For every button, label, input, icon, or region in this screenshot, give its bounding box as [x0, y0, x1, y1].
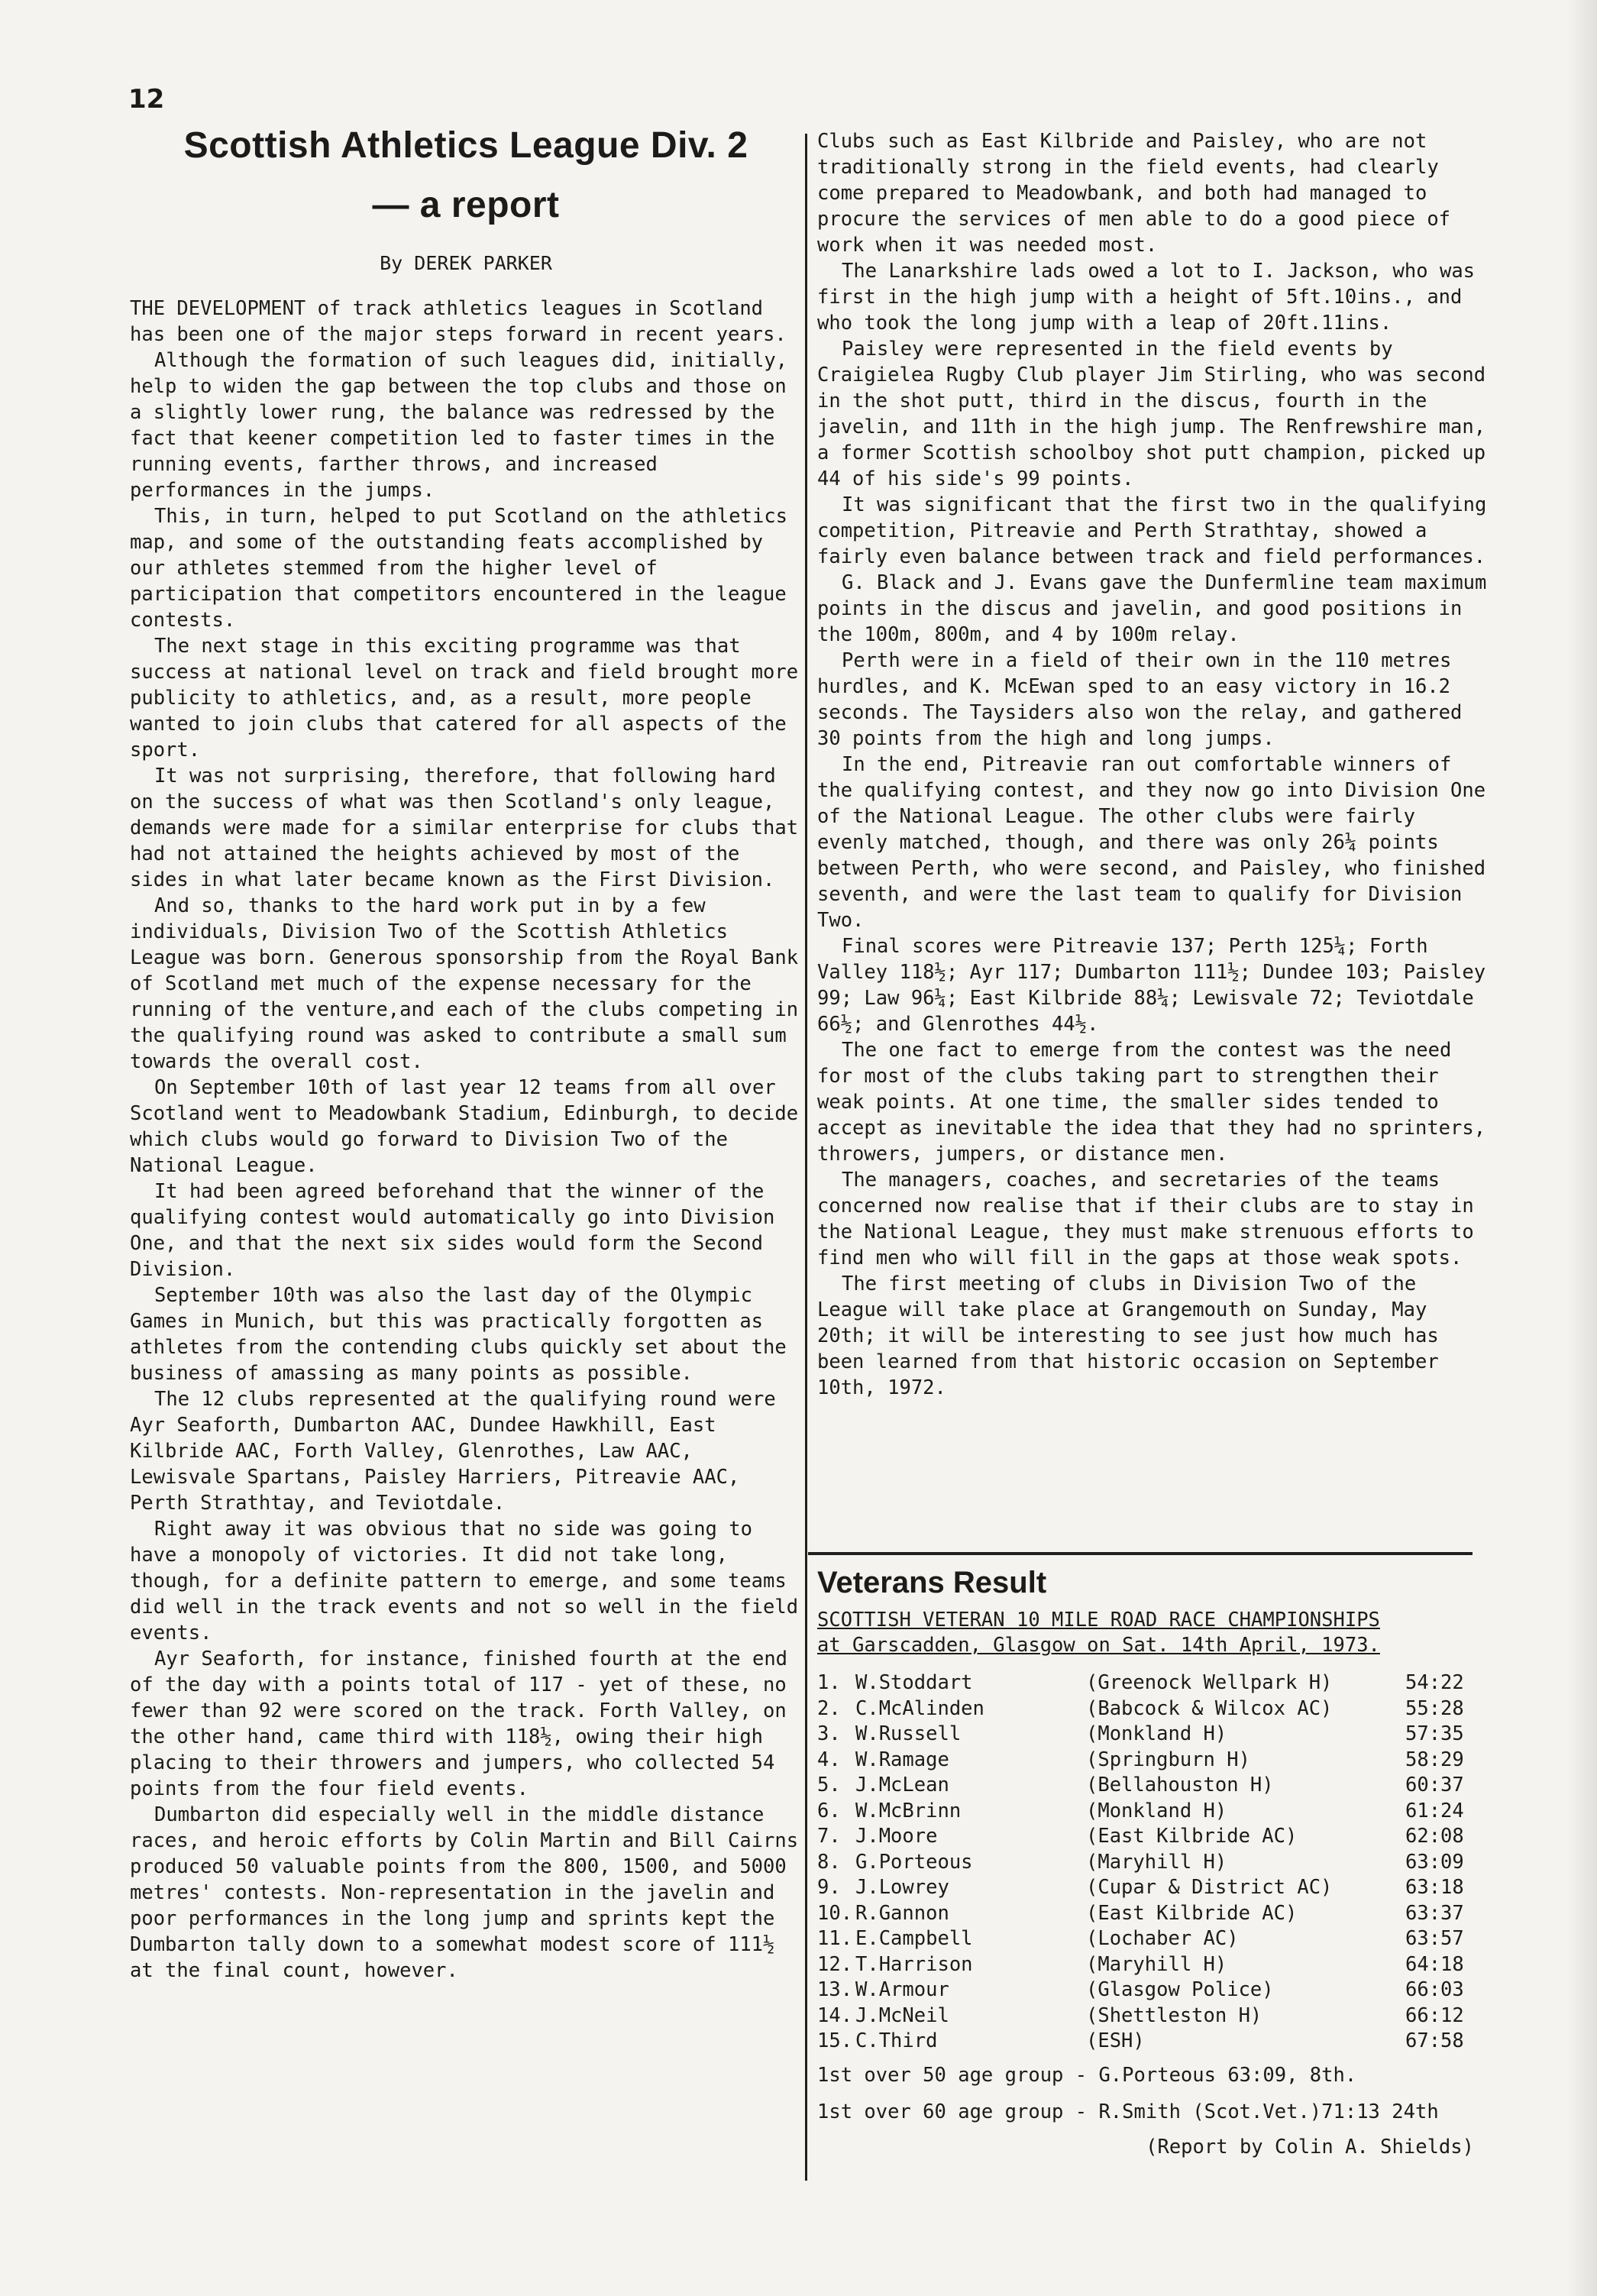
result-name: J.McLean [855, 1774, 949, 1796]
result-row [817, 2003, 1505, 2029]
result-time: 63:57 [1405, 1927, 1464, 1950]
result-position: 2. [817, 1696, 841, 1720]
column-divider [805, 134, 807, 2181]
result-position: 4. [817, 1748, 841, 1771]
result-club: (Shettleston H) [1086, 2003, 1262, 2027]
article-paragraph: THE DEVELOPMENT of track athletics leagues in Scotland has been one of the major steps forward in recent years. [130, 297, 787, 346]
headline-line-2: — a report [372, 185, 560, 225]
article-paragraph: It was not surprising, therefore, that following hard on the success of what was then Scotland's only league, demands were made for a similar enterprise for clubs that had not attained the heights achieved by most of the sides in what later became known as the First Division. [130, 765, 799, 891]
result-position: 15. [817, 2029, 853, 2052]
result-name: W.Ramage [855, 1748, 949, 1771]
result-position: 5. [817, 1774, 841, 1796]
article-paragraph: September 10th was also the last day of the Olympic Games in Munich, but this was practically forgotten as athletes from the contending clubs quickly set about the business of amassing as many points as possible. [130, 1284, 787, 1385]
article-paragraph: On September 10th of last year 12 teams from all over Scotland went to Meadowbank Stadium, Edinburgh, to decide which clubs would go forward to Division Two of the National League. [130, 1076, 799, 1177]
article-paragraph: The 12 clubs represented at the qualifying round were Ayr Seaforth, Dumbarton AAC, Dundee Hawkhill, East Kilbride AAC, Forth Valley, Glenrothes, Law AAC, Lewisvale Spartans, Paisley Harriers, Pitreavie AAC, Perth Strathtay, and Teviotdale. [130, 1388, 776, 1515]
article-paragraph: The managers, coaches, and secretaries of the teams concerned now realise that if their clubs are to stay in the National League, they must make strenuous efforts to find men who will fill in the gaps at those weak spots. [817, 1169, 1474, 1269]
result-time: 61:24 [1405, 1799, 1464, 1822]
result-position: 8. [817, 1850, 841, 1874]
veterans-subheading-2: at Garscadden, Glasgow on Sat. 14th April, 1973. [817, 1634, 1380, 1657]
result-row [817, 1748, 1505, 1774]
result-row [817, 1696, 1505, 1722]
result-club: (ESH) [1086, 2029, 1145, 2052]
article-paragraph: And so, thanks to the hard work put in by a few individuals, Division Two of the Scottish Athletics League was born. Generous sponsorship from the Royal Bank of Scotland met much of the expense necessary for the running of the venture,and each of the clubs competing in the qualifying round was asked to contribute a small sum towards the overall cost. [130, 894, 799, 1073]
result-club: (Greenock Wellpark H) [1086, 1671, 1333, 1694]
result-row [817, 1850, 1505, 1876]
headline-line-1: Scottish Athletics League Div. 2 [183, 125, 748, 166]
result-time: 63:18 [1405, 1876, 1464, 1899]
result-position: 7. [817, 1825, 841, 1848]
result-name: J.Lowrey [855, 1876, 949, 1899]
result-position: 10. [817, 1901, 853, 1925]
result-row [817, 1670, 1505, 1696]
veterans-heading: Veterans Result [817, 1566, 1047, 1599]
page-number: 12 [128, 84, 165, 115]
article-paragraph: Paisley were represented in the field events by Craigielea Rugby Club player Jim Stirling, who was second in the shot putt, third in the discus, fourth in the javelin, and 11th in the high jump. The Renfrewshire man, a former Scottish schoolboy shot putt champion, picked up 44 of his side's 99 points. [817, 338, 1486, 490]
result-time: 64:18 [1405, 1952, 1464, 1976]
article-paragraph: The next stage in this exciting programme was that success at national level on track and field brought more publicity to athletics, and, as a result, more people wanted to join clubs that catered for all aspects of the sport. [130, 635, 799, 762]
result-club: (Glasgow Police) [1086, 1978, 1274, 2001]
result-position: 9. [817, 1876, 841, 1899]
article-paragraph: The first meeting of clubs in Division Two of the League will take place at Grangemouth on Sunday, May 20th; it will be interesting to see just how much has been learned from that historic occasion on September 10th, 1972. [817, 1273, 1439, 1399]
result-name: G.Porteous [855, 1850, 973, 1874]
result-row [817, 1901, 1505, 1927]
result-row [817, 1952, 1505, 1978]
article-paragraph: G. Black and J. Evans gave the Dunfermline team maximum points in the discus and javelin, and good positions in the 100m, 800m, and 4 by 100m relay. [817, 571, 1487, 646]
veterans-result-section [817, 1566, 1505, 2159]
result-row [817, 1773, 1505, 1799]
result-club: (Cupar & District AC) [1086, 1876, 1333, 1899]
result-row [817, 1799, 1505, 1825]
article-paragraph: Perth were in a field of their own in the 110 metres hurdles, and K. McEwan sped to an easy victory in 16.2 seconds. The Taysiders also won the relay, and gathered 30 points from the high and long jumps. [817, 649, 1463, 750]
article-paragraph: It was significant that the first two in the qualifying competition, Pitreavie and Perth Strathtay, showed a fairly even balance between track and field performances. [817, 493, 1487, 568]
article-paragraph: In the end, Pitreavie ran out comfortable winners of the qualifying contest, and they now go into Division One of the National League. The other clubs were fairly evenly matched, though, and there was only 26¼ points between Perth, who were second, and Paisley, who finished seventh, and were the last team to qualify for Division Two. [817, 753, 1486, 932]
result-name: W.Armour [855, 1978, 949, 2001]
over-60-result: 1st over 60 age group - R.Smith (Scot.Vet.)71:13 24th [817, 2100, 1439, 2123]
article-paragraph: Although the formation of such leagues did, initially, help to widen the gap between the top clubs and those on a slightly lower rung, the balance was redressed by the fact that keener competition led to faster times in the running events, farther throws, and increased performances in the jumps. [130, 349, 788, 502]
section-divider [808, 1552, 1473, 1555]
result-time: 63:37 [1405, 1901, 1464, 1925]
result-name: J.Moore [855, 1825, 938, 1848]
article-body-right [817, 128, 1497, 1401]
article-paragraph: Final scores were Pitreavie 137; Perth 125¼; Forth Valley 118½; Ayr 117; Dumbarton 111½; Dundee 103; Paisley 99; Law 96¼; East Kilbride 88¼; Lewisvale 72; Teviotdale 66½; and Glenrothes 44½. [817, 935, 1486, 1036]
article-paragraph: Dumbarton did especially well in the middle distance races, and heroic efforts by Colin Martin and Bill Cairns produced 50 valuable points from the 800, 1500, and 5000 metres' contests. Non-representation in the javelin and poor performances in the long jump and sprints kept the Dumbarton tally down to a somewhat modest score of 111½ at the final count, however. [130, 1803, 799, 1982]
result-name: R.Gannon [855, 1901, 949, 1925]
result-row [817, 1977, 1505, 2003]
article-paragraph: Ayr Seaforth, for instance, finished fourth at the end of the day with a points total of 117 - yet of these, no fewer than 92 were scored on the track. Forth Valley, on the other hand, came third with 118½, owing their high placing to their throwers and jumpers, who collected 54 points from the four field events. [130, 1648, 788, 1800]
result-row [817, 1875, 1505, 1901]
result-name: W.McBrinn [855, 1799, 962, 1822]
result-row [817, 2029, 1505, 2055]
article-paragraph: The one fact to emerge from the contest was the need for most of the clubs taking part to strengthen their weak points. At one time, the smaller sides tended to accept as inevitable the idea that they had no sprinters, throwers, jumpers, or distance men. [817, 1039, 1486, 1166]
result-row [817, 1926, 1505, 1952]
article-paragraph: It had been agreed beforehand that the winner of the qualifying contest would automatically go into Division One, and that the next six sides would form the Second Division. [130, 1180, 775, 1281]
report-credit: (Report by Colin A. Shields) [1146, 2135, 1474, 2159]
result-club: (Monkland H) [1086, 1799, 1227, 1822]
article-paragraph: Right away it was obvious that no side was going to have a monopoly of victories. It did not take long, though, for a definite pattern to emerge, and some teams did well in the track events and not so well in the field events. [130, 1518, 799, 1644]
result-time: 58:29 [1405, 1748, 1464, 1771]
result-club: (Maryhill H) [1086, 1952, 1227, 1976]
result-time: 66:03 [1405, 1978, 1464, 2001]
result-time: 55:28 [1405, 1696, 1464, 1720]
result-row [817, 1824, 1505, 1850]
result-position: 11. [817, 1927, 853, 1950]
result-position: 1. [817, 1671, 841, 1694]
result-name: J.McNeil [855, 2003, 949, 2027]
result-club: (Babcock & Wilcox AC) [1086, 1696, 1333, 1720]
article-headline [130, 116, 802, 235]
result-club: (East Kilbride AC) [1086, 1901, 1298, 1925]
result-time: 57:35 [1405, 1722, 1464, 1745]
result-time: 63:09 [1405, 1850, 1464, 1874]
article-body-left [130, 296, 802, 1984]
result-position: 14. [817, 2003, 853, 2027]
result-time: 62:08 [1405, 1825, 1464, 1848]
result-row [817, 1722, 1505, 1748]
article-byline: By DEREK PARKER [380, 252, 552, 274]
result-name: T.Harrison [855, 1952, 973, 1976]
article-paragraph: Clubs such as East Kilbride and Paisley, who are not traditionally strong in the field events, had clearly come prepared to Meadowbank, and both had managed to procure the services of men able to do a good piece of work when it was needed most. [817, 130, 1451, 257]
result-name: E.Campbell [855, 1927, 973, 1950]
result-club: (Lochaber AC) [1086, 1927, 1239, 1950]
result-position: 3. [817, 1722, 841, 1745]
result-time: 66:12 [1405, 2003, 1464, 2027]
result-club: (Bellahouston H) [1086, 1774, 1274, 1796]
result-club: (Monkland H) [1086, 1722, 1227, 1745]
result-position: 12. [817, 1952, 853, 1976]
result-position: 6. [817, 1799, 841, 1822]
result-time: 60:37 [1405, 1774, 1464, 1796]
article-left-column [130, 116, 802, 1984]
article-right-column [817, 128, 1497, 1401]
over-50-result: 1st over 50 age group - G.Porteous 63:09, 8th. [817, 2063, 1357, 2087]
result-position: 13. [817, 1978, 853, 2001]
page-edge-shadow [1566, 0, 1597, 2296]
result-name: W.Russell [855, 1722, 962, 1745]
result-time: 54:22 [1405, 1671, 1464, 1694]
result-name: C.McAlinden [855, 1696, 984, 1720]
result-name: W.Stoddart [855, 1671, 973, 1694]
veterans-subheading-1: SCOTTISH VETERAN 10 MILE ROAD RACE CHAMPIONSHIPS [817, 1609, 1380, 1631]
result-club: (East Kilbride AC) [1086, 1825, 1298, 1848]
result-club: (Springburn H) [1086, 1748, 1250, 1771]
result-club: (Maryhill H) [1086, 1850, 1227, 1874]
result-time: 67:58 [1405, 2029, 1464, 2052]
results-list [817, 1670, 1505, 2055]
result-name: C.Third [855, 2029, 938, 2052]
article-paragraph: This, in turn, helped to put Scotland on the athletics map, and some of the outstanding feats accomplished by our athletes stemmed from the higher level of participation that competitors encountered in the league contests. [130, 505, 788, 632]
article-paragraph: The Lanarkshire lads owed a lot to I. Jackson, who was first in the high jump with a height of 5ft.10ins., and who took the long jump with a leap of 20ft.11ins. [817, 260, 1476, 335]
